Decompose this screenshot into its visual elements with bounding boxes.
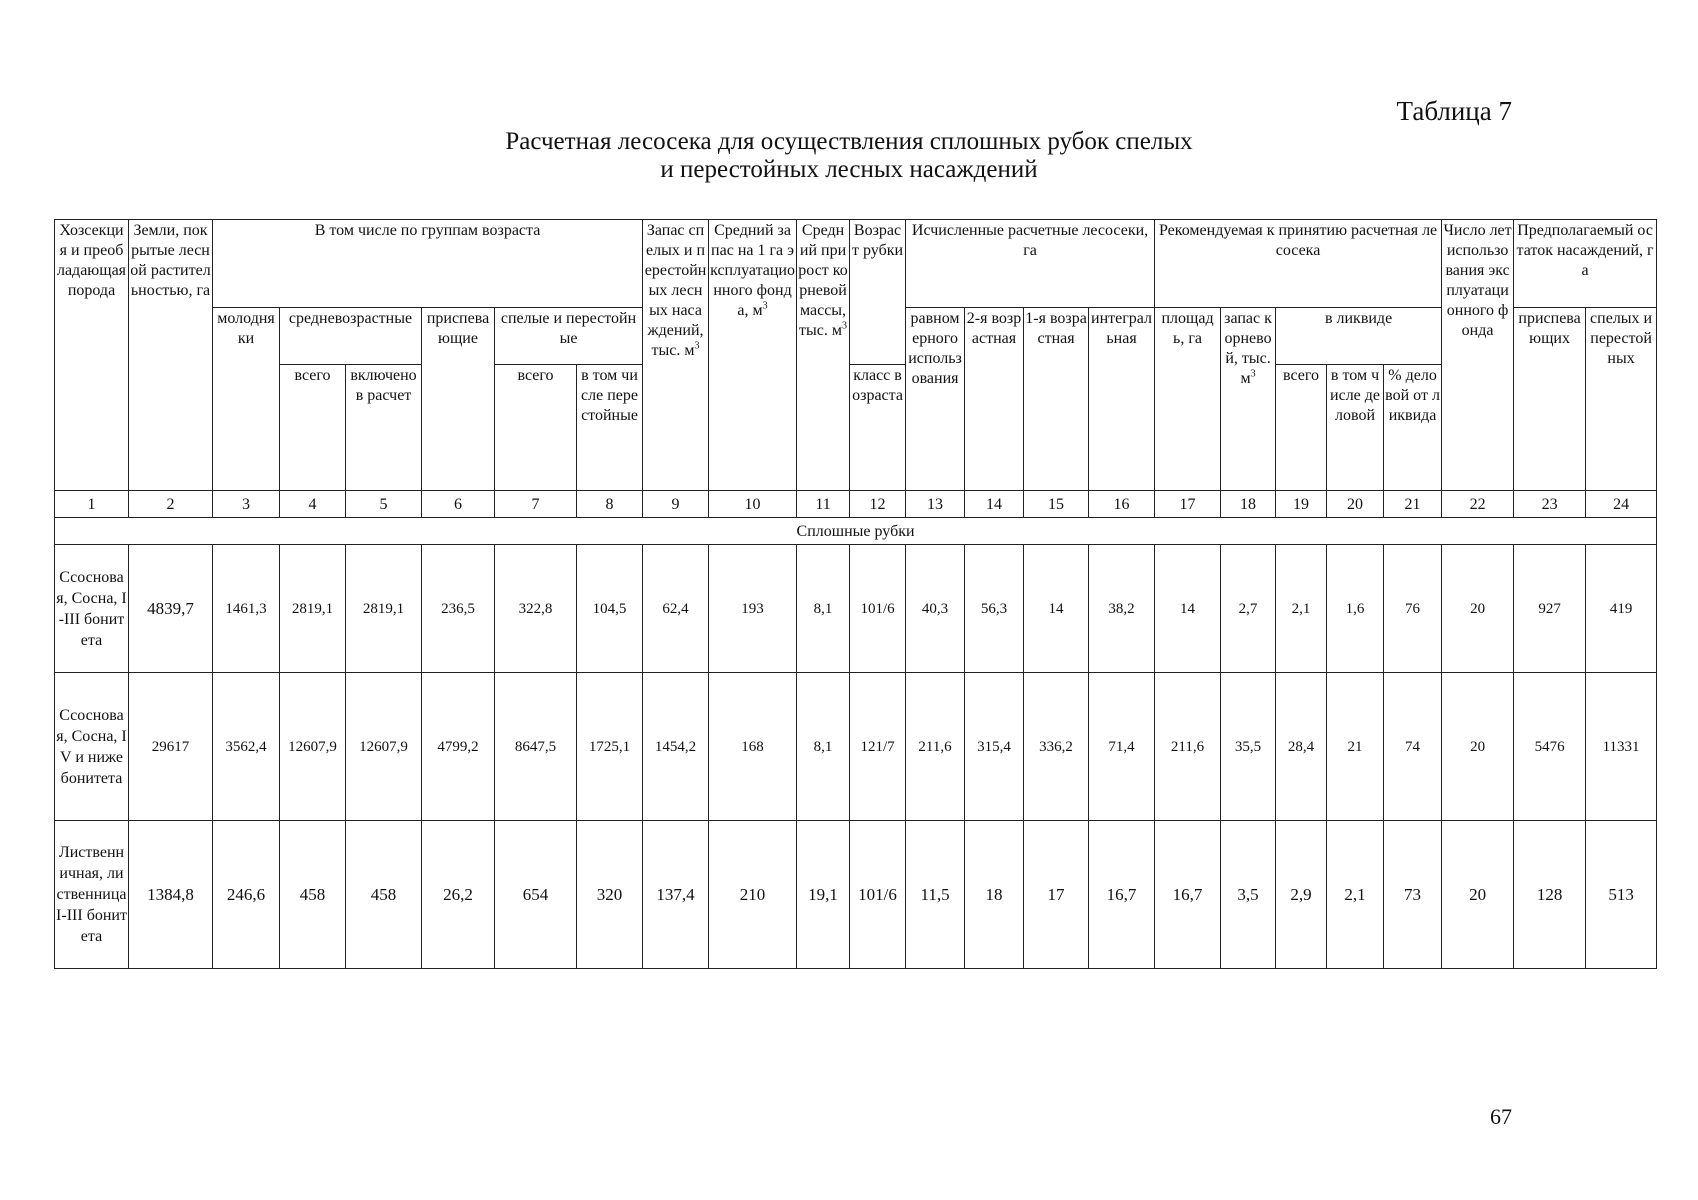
table-cell: 8,1 bbox=[797, 673, 850, 821]
header-liquid-business: в том числе деловой bbox=[1327, 365, 1384, 491]
column-number: 18 bbox=[1221, 491, 1276, 518]
header-mature-total: всего bbox=[495, 365, 577, 491]
section-row bbox=[55, 518, 1657, 545]
table-cell: 1,6 bbox=[1327, 545, 1384, 673]
table-cell: 2819,1 bbox=[280, 545, 346, 673]
column-number: 9 bbox=[643, 491, 709, 518]
table-cell: 8647,5 bbox=[495, 673, 577, 821]
row-name: Ссосновая, Сосна, IV и ниже бонитета bbox=[55, 673, 129, 821]
table-cell: 104,5 bbox=[577, 545, 643, 673]
row-name: Ссосновая, Сосна, I-III бонитета bbox=[55, 545, 129, 673]
table-cell: 1384,8 bbox=[129, 821, 213, 969]
header-integral: интегральная bbox=[1089, 308, 1155, 491]
table-cell: 16,7 bbox=[1089, 821, 1155, 969]
table-cell: 5476 bbox=[1514, 673, 1586, 821]
header-stock-mature: Запас спелых и перестойных лесных насаждений, тыс. $м^3$ bbox=[643, 220, 709, 491]
column-number: 24 bbox=[1586, 491, 1657, 518]
header-section: Хозсекция и преобладающая порода bbox=[55, 220, 129, 491]
table-cell: 1454,2 bbox=[643, 673, 709, 821]
table-cell: 3,5 bbox=[1221, 821, 1276, 969]
table-cell: 4839,7 bbox=[129, 545, 213, 673]
header-middle-included: включено в расчет bbox=[346, 365, 422, 491]
table-cell: 927 bbox=[1514, 545, 1586, 673]
table-cell: 14 bbox=[1155, 545, 1221, 673]
table-cell: 28,4 bbox=[1276, 673, 1327, 821]
column-number: 21 bbox=[1384, 491, 1442, 518]
table-title bbox=[0, 128, 1698, 184]
column-number: 13 bbox=[906, 491, 965, 518]
table-cell: 14 bbox=[1024, 545, 1089, 673]
header-age-class: класс возраста bbox=[850, 365, 906, 491]
table-cell: 121/7 bbox=[850, 673, 906, 821]
table-cell: 211,6 bbox=[906, 673, 965, 821]
column-number: 19 bbox=[1276, 491, 1327, 518]
header-liquid: в ликвиде bbox=[1276, 308, 1442, 365]
column-number: 23 bbox=[1514, 491, 1586, 518]
table-cell: 20 bbox=[1442, 673, 1514, 821]
table-cell: 62,4 bbox=[643, 545, 709, 673]
column-number: 2 bbox=[129, 491, 213, 518]
header-business-percent: % деловой от ликвида bbox=[1384, 365, 1442, 491]
table-cell: 12607,9 bbox=[346, 673, 422, 821]
table-cell: 74 bbox=[1384, 673, 1442, 821]
table-cell: 12607,9 bbox=[280, 673, 346, 821]
header-overmature: в том числе перестойные bbox=[577, 365, 643, 491]
table-cell: 21 bbox=[1327, 673, 1384, 821]
table-cell: 236,5 bbox=[422, 545, 495, 673]
table-cell: 458 bbox=[346, 821, 422, 969]
table-cell: 101/6 bbox=[850, 821, 906, 969]
table-cell: 419 bbox=[1586, 545, 1657, 673]
table-cell: 73 bbox=[1384, 821, 1442, 969]
table-cell: 2,1 bbox=[1276, 545, 1327, 673]
table-cell: 56,3 bbox=[965, 545, 1024, 673]
table-cell: 211,6 bbox=[1155, 673, 1221, 821]
header-cutting-age: Возраст рубки bbox=[850, 220, 906, 365]
table-cell: 315,4 bbox=[965, 673, 1024, 821]
table-cell: 18 bbox=[965, 821, 1024, 969]
table-row bbox=[55, 673, 1657, 821]
table-cell: 210 bbox=[709, 821, 797, 969]
table-cell: 1461,3 bbox=[213, 545, 280, 673]
table-cell: 336,2 bbox=[1024, 673, 1089, 821]
header-row-3 bbox=[55, 365, 1657, 491]
column-number: 7 bbox=[495, 491, 577, 518]
header-root-stock: запас корневой, тыс. $м^3$ bbox=[1221, 308, 1276, 491]
table-cell: 458 bbox=[280, 821, 346, 969]
column-number: 14 bbox=[965, 491, 1024, 518]
column-number: 16 bbox=[1089, 491, 1155, 518]
header-liquid-total: всего bbox=[1276, 365, 1327, 491]
header-avg-growth: Средний прирост корневой массы, тыс. $м^3$ bbox=[797, 220, 850, 491]
table-cell: 4799,2 bbox=[422, 673, 495, 821]
column-number: 11 bbox=[797, 491, 850, 518]
table-cell: 193 bbox=[709, 545, 797, 673]
table-cell: 2819,1 bbox=[346, 545, 422, 673]
table-cell: 320 bbox=[577, 821, 643, 969]
title-line-2: и перестойных лесных насаждений bbox=[660, 156, 1038, 183]
page-number: 67 bbox=[1490, 1104, 1512, 1129]
header-rem-mature: спелых и перестойных bbox=[1586, 308, 1657, 491]
header-recommended-cut: Рекомендуемая к принятию расчетная лесосека bbox=[1155, 220, 1442, 308]
table-row bbox=[55, 545, 1657, 673]
table-cell: 16,7 bbox=[1155, 821, 1221, 969]
header-remainder: Предполагаемый остаток насаждений, га bbox=[1514, 220, 1657, 308]
table-cell: 3562,4 bbox=[213, 673, 280, 821]
table-cell: 128 bbox=[1514, 821, 1586, 969]
header-first-age: 1-я возрастная bbox=[1024, 308, 1089, 491]
table-cell: 1725,1 bbox=[577, 673, 643, 821]
table-cell: 29617 bbox=[129, 673, 213, 821]
table-cell: 17 bbox=[1024, 821, 1089, 969]
table-cell: 26,2 bbox=[422, 821, 495, 969]
table-cell: 137,4 bbox=[643, 821, 709, 969]
row-name: Лиственничная, лиственница I-III бонитета bbox=[55, 821, 129, 969]
table-number: Таблица 7 bbox=[1396, 96, 1512, 126]
table-cell: 322,8 bbox=[495, 545, 577, 673]
table-row bbox=[55, 821, 1657, 969]
header-rem-premature: приспевающих bbox=[1514, 308, 1586, 491]
header-row-1 bbox=[55, 220, 1657, 308]
header-middle-aged: средневозрастные bbox=[280, 308, 422, 365]
header-area: площадь, га bbox=[1155, 308, 1221, 491]
table-cell: 19,1 bbox=[797, 821, 850, 969]
header-middle-total: всего bbox=[280, 365, 346, 491]
column-number-row bbox=[55, 491, 1657, 518]
column-number: 15 bbox=[1024, 491, 1089, 518]
table-cell: 8,1 bbox=[797, 545, 850, 673]
table-cell: 11,5 bbox=[906, 821, 965, 969]
calculated-cutting-table bbox=[54, 219, 1657, 969]
table-cell: 513 bbox=[1586, 821, 1657, 969]
header-mature-overmature: спелые и перестойные bbox=[495, 308, 643, 365]
column-number: 4 bbox=[280, 491, 346, 518]
column-number: 8 bbox=[577, 491, 643, 518]
section-title: Сплошные рубки bbox=[55, 518, 1657, 545]
column-number: 17 bbox=[1155, 491, 1221, 518]
header-avg-stock: Средний запас на 1 га эксплуатационного фонда, $м^3$ bbox=[709, 220, 797, 491]
column-number: 5 bbox=[346, 491, 422, 518]
column-number: 6 bbox=[422, 491, 495, 518]
header-second-age: 2-я возрастная bbox=[965, 308, 1024, 491]
column-number: 10 bbox=[709, 491, 797, 518]
column-number: 12 bbox=[850, 491, 906, 518]
table-cell: 2,1 bbox=[1327, 821, 1384, 969]
table-cell: 2,7 bbox=[1221, 545, 1276, 673]
table-cell: 40,3 bbox=[906, 545, 965, 673]
title-line-1: Расчетная лесосека для осуществления сплошных рубок спелых bbox=[505, 128, 1193, 155]
table-cell: 246,6 bbox=[213, 821, 280, 969]
table-cell: 654 bbox=[495, 821, 577, 969]
header-age-groups: В том числе по группам возраста bbox=[213, 220, 643, 308]
column-number: 1 bbox=[55, 491, 129, 518]
table-cell: 20 bbox=[1442, 545, 1514, 673]
column-number: 20 bbox=[1327, 491, 1384, 518]
header-young: молодняки bbox=[213, 308, 280, 491]
header-years-use: Число лет использования эксплуатационного фонда bbox=[1442, 220, 1514, 491]
table-cell: 76 bbox=[1384, 545, 1442, 673]
table-cell: 35,5 bbox=[1221, 673, 1276, 821]
table-cell: 101/6 bbox=[850, 545, 906, 673]
table-cell: 2,9 bbox=[1276, 821, 1327, 969]
table-cell: 20 bbox=[1442, 821, 1514, 969]
table-cell: 11331 bbox=[1586, 673, 1657, 821]
table-cell: 38,2 bbox=[1089, 545, 1155, 673]
table-cell: 168 bbox=[709, 673, 797, 821]
column-number: 3 bbox=[213, 491, 280, 518]
column-number: 22 bbox=[1442, 491, 1514, 518]
table-cell: 71,4 bbox=[1089, 673, 1155, 821]
header-calculated-cuts: Исчисленные расчетные лесосеки, га bbox=[906, 220, 1155, 308]
header-uniform-use: равномерного использования bbox=[906, 308, 965, 491]
header-forest-land: Земли, покрытые лесной растительностью, га bbox=[129, 220, 213, 491]
header-premature: приспевающие bbox=[422, 308, 495, 491]
